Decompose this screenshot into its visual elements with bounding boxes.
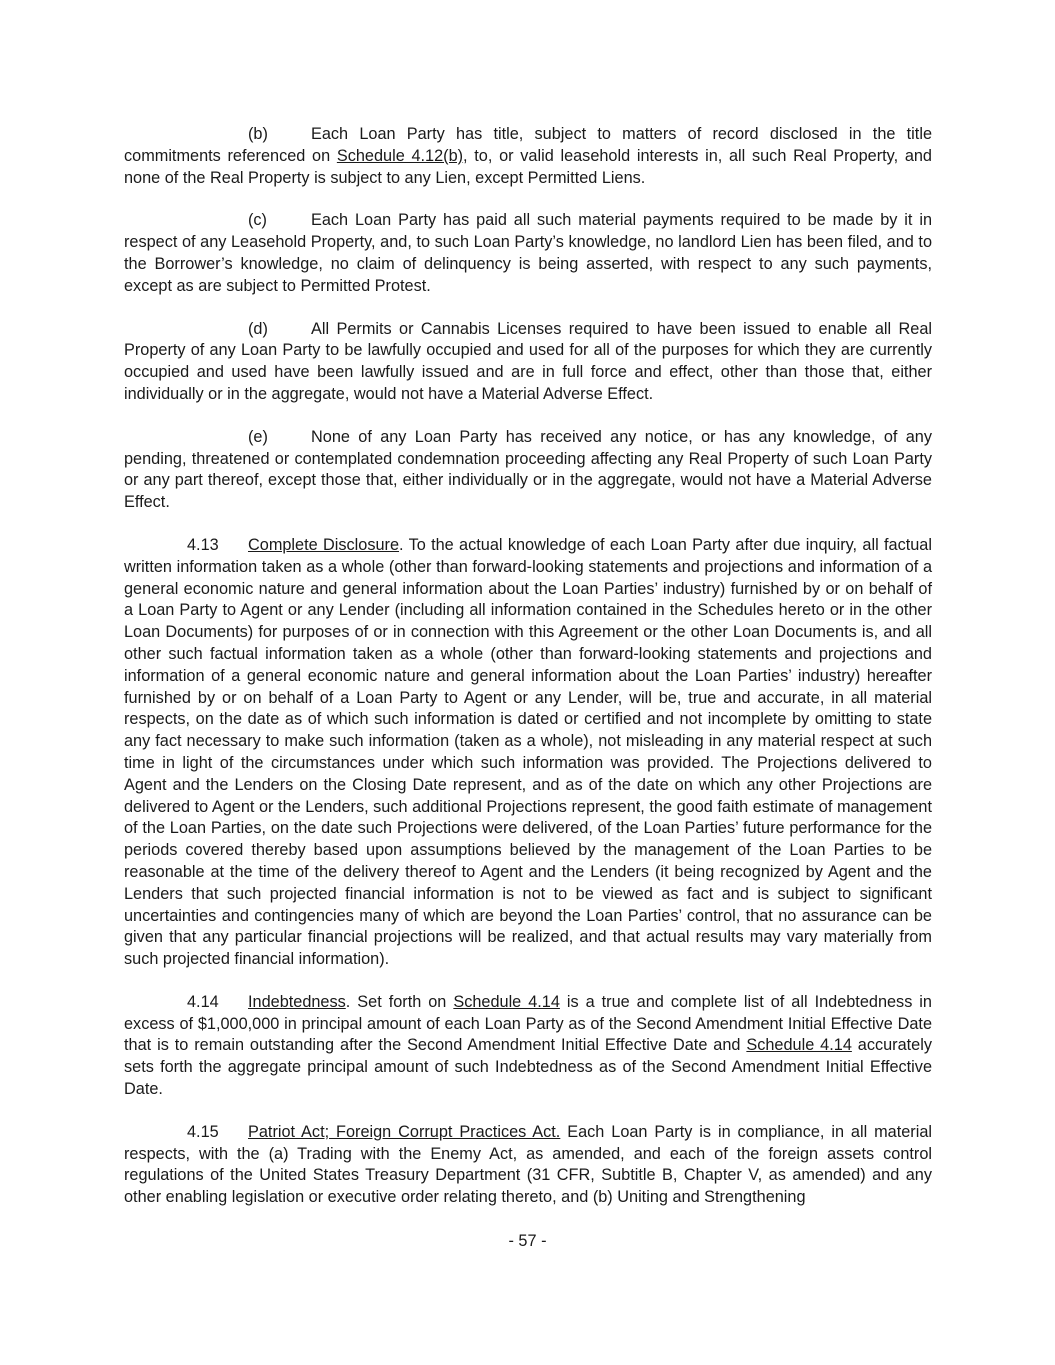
paragraph-text: Each Loan Party has paid all such material payments required to be made by it in respect of any Leasehold Property, and, to such Loan Party’s knowledge, no landlord Lien has been filed, and to the Borrower’s knowledge, no claim of delinquency is being asserted, with respect to any such payments, except as are subject to Permitted Protest. — [124, 211, 932, 295]
paragraph-b — [124, 124, 932, 189]
paragraph-label: (b) — [248, 125, 268, 143]
schedule-reference: Schedule 4.12(b) — [336, 146, 464, 165]
paragraph-label: (e) — [248, 427, 268, 446]
paragraph-c — [124, 210, 932, 297]
section-text: . To the actual knowledge of each Loan Party after due inquiry, all factual written information taken as a whole (other than forward-looking statements and projections and information of a general economic nature and general information about the Loan Parties’ industry) furnished by or on behalf of a Loan Party to Agent or any Lender (including all information contained in the Schedules hereto or in the other Loan Documents) for purposes of or in connection with this Agreement or the other Loan Documents is, and all other such factual information taken as a whole (other than forward-looking statements and projections and information of a general economic nature and general information about the Loan Parties’ industry) hereafter furnished by or on behalf of a Loan Party to Agent or any Lender, will be, true and accurate, in all material respects, on the date as of which such information is dated or certified and not incomplete by omitting to state any fact necessary to make such information (taken as a whole), not misleading in any material respect at such time in light of the circumstances under which such information was provided. The Projections delivered to Agent and the Lenders on the Closing Date represent, and as of the date on which any other Projections are delivered to Agent or the Lenders, such additional Projections represent, the good faith estimate of management of the Loan Parties, on the date such Projections were delivered, of the Loan Parties’ future performance for the periods covered thereby based upon assumptions believed by the management of the Loan Parties to be reasonable at the time of the delivery thereof to Agent and the Lenders (it being recognized by Agent and the Lenders that such projected financial information is not to be viewed as fact and is subject to significant uncertainties and contingencies many of which are beyond the Loan Parties’ control, that no assurance can be given that any particular financial projections will be realized, and that actual results may vary materially from such projected financial information). — [124, 535, 932, 969]
paragraph-label: (c) — [248, 211, 267, 230]
section-4-15 — [124, 1122, 932, 1209]
paragraph-text: Each Loan Party has title, subject to matters of record disclosed in the title commitments referenced on — [124, 125, 932, 165]
section-heading: Complete Disclosure — [248, 535, 400, 554]
section-text: Each Loan Party is in compliance, in all material respects, with the (a) Trading with the Enemy Act, as amended, and each of the foreign assets control regulations of the United States Treasury Department (31 CFR, Subtitle B, Chapter V, as amended) and any other enabling legislation or executive order relating thereto, and (b) Uniting and Strengthening — [124, 1122, 933, 1207]
document-page — [124, 124, 932, 1230]
paragraph-text: , to, or valid leasehold interests in, all such Real Property, and none of the Real Property is subject to any Lien, except Permitted Liens. — [124, 146, 932, 187]
section-4-13 — [124, 535, 932, 971]
schedule-reference: Schedule 4.14 — [453, 992, 560, 1011]
section-text: accurately sets forth the aggregate principal amount of such Indebtedness as of the Second Amendment Initial Effective Date. — [124, 1036, 932, 1099]
section-text: is a true and complete list of all Indebtedness in excess of $1,000,000 in principal amount of each Loan Party as of the Second Amendment Initial Effective Date that is to remain outstanding after the Second Amendment Initial Effective Date and — [124, 992, 932, 1055]
section-4-14 — [124, 992, 932, 1101]
section-heading: Patriot Act; Foreign Corrupt Practices Act. — [248, 1122, 561, 1141]
section-number: 4.13 — [187, 535, 219, 554]
paragraph-e — [124, 427, 932, 514]
paragraph-d — [124, 319, 932, 406]
paragraph-label: (d) — [248, 319, 268, 338]
paragraph-text: None of any Loan Party has received any notice, or has any knowledge, of any pending, threatened or contemplated condemnation proceeding affecting any Real Property of such Loan Party or any part thereof, except those that, either individually or in the aggregate, would not have a Material Adverse Effect. — [124, 427, 932, 512]
page-number: - 57 - — [508, 1232, 547, 1250]
section-number: 4.15 — [187, 1122, 219, 1141]
section-number: 4.14 — [187, 992, 219, 1011]
paragraph-text: All Permits or Cannabis Licenses required to have been issued to enable all Real Property of any Loan Party to be lawfully occupied and used for all of the purposes for which they are currently occupied and used have been lawfully issued and are in full force and effect, other than those that, either individually or in the aggregate, would not have a Material Adverse Effect. — [124, 319, 932, 403]
section-text: . Set forth on — [345, 992, 454, 1011]
schedule-reference: Schedule 4.14 — [746, 1036, 852, 1055]
section-heading: Indebtedness — [248, 992, 346, 1011]
